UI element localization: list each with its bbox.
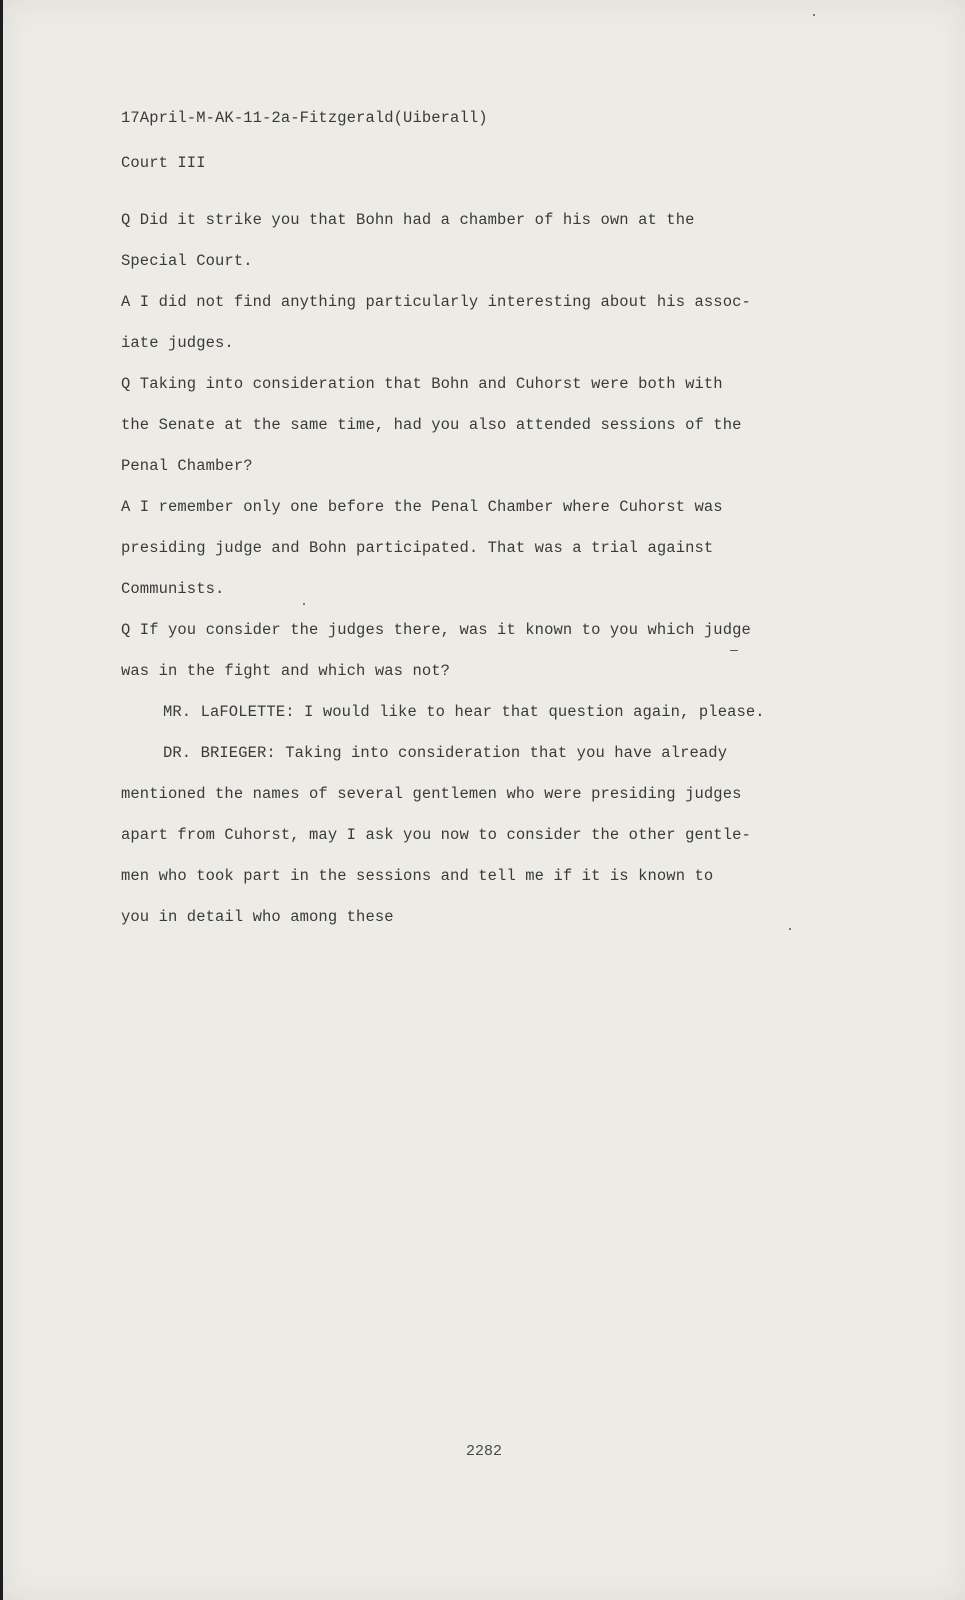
transcript-line: iate judges. xyxy=(121,334,234,352)
transcript-line: men who took part in the sessions and tell me if it is known to xyxy=(121,867,714,885)
paper-speck xyxy=(303,603,305,605)
paper-speck xyxy=(813,14,815,16)
transcript-line: Q Did it strike you that Bohn had a chamber of his own at the xyxy=(121,211,695,229)
document-page xyxy=(3,0,965,1600)
transcript-line: was in the fight and which was not? xyxy=(121,662,451,680)
transcript-line: MR. LaFOLETTE: I would like to hear that question again, please. xyxy=(163,703,765,721)
court-label: Court III xyxy=(121,154,206,172)
transcript-body xyxy=(121,96,861,938)
transcript-line: A I remember only one before the Penal Chamber where Cuhorst was xyxy=(121,498,723,516)
transcript-line: Q If you consider the judges there, was it known to you which judge xyxy=(121,621,751,639)
transcript-line: Communists. xyxy=(121,580,225,598)
page-number: 2282 xyxy=(465,1443,502,1460)
transcript-line: you in detail who among these xyxy=(121,908,394,926)
transcript-line: apart from Cuhorst, may I ask you now to consider the other gentle- xyxy=(121,826,751,844)
transcript-lines xyxy=(121,200,861,938)
paper-speck xyxy=(789,928,791,930)
spacer xyxy=(121,186,861,200)
paper-speck xyxy=(730,650,738,651)
transcript-line: presiding judge and Bohn participated. That was a trial against xyxy=(121,539,714,557)
transcript-line: DR. BRIEGER: Taking into consideration that you have already xyxy=(163,744,728,762)
transcript-line: Q Taking into consideration that Bohn and Cuhorst were both with xyxy=(121,375,723,393)
transcript-line: A I did not find anything particularly interesting about his assoc- xyxy=(121,293,751,311)
transcript-line: Special Court. xyxy=(121,252,253,270)
transcript-line: the Senate at the same time, had you also attended sessions of the xyxy=(121,416,742,434)
transcript-line: mentioned the names of several gentlemen who were presiding judges xyxy=(121,785,742,803)
transcript-line: Penal Chamber? xyxy=(121,457,253,475)
document-reference: 17April-M-AK-11-2a-Fitzgerald(Uiberall) xyxy=(121,109,488,127)
